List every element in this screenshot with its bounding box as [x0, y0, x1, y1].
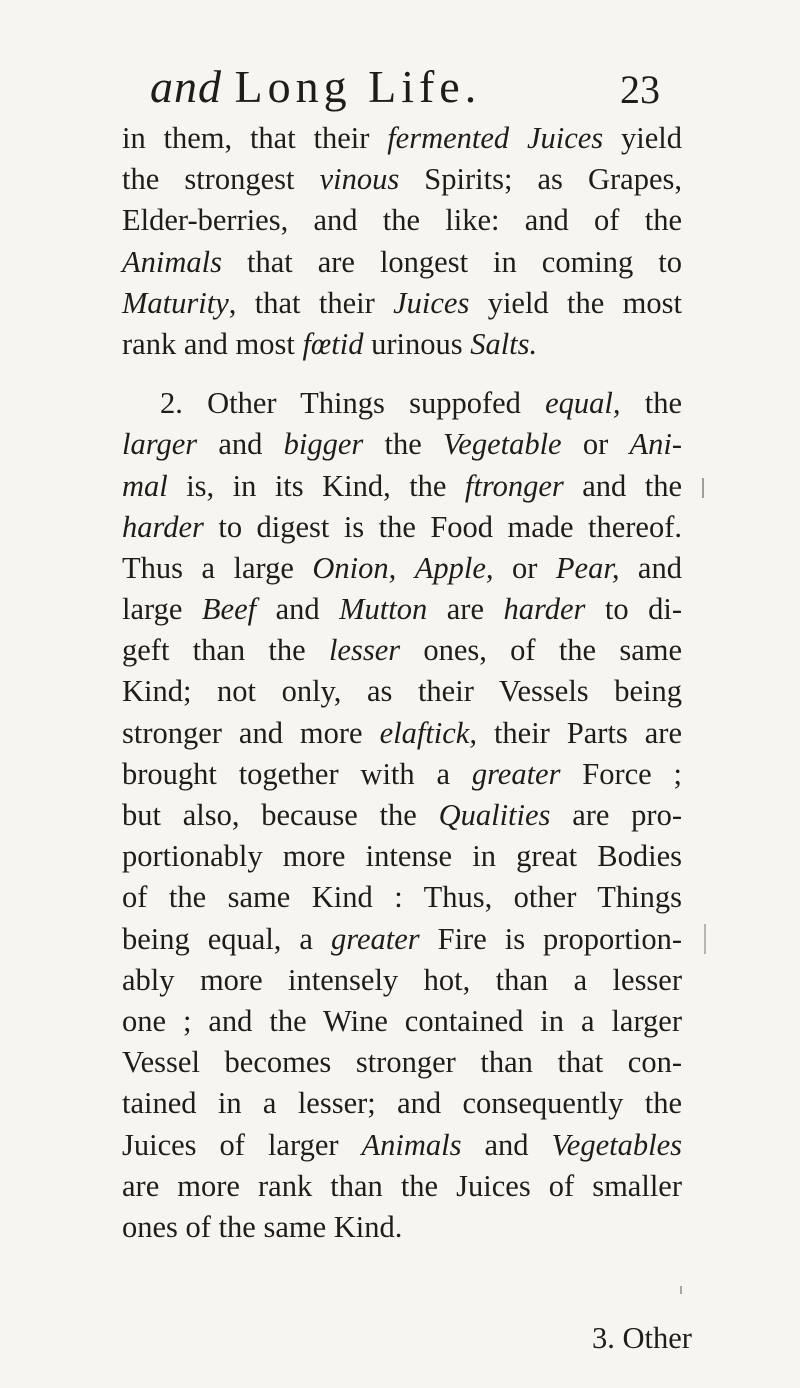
text-run: and the: [563, 468, 682, 503]
text-run: the: [620, 386, 682, 421]
text-run: yield: [603, 121, 682, 155]
italic-run: Animals: [361, 1127, 462, 1162]
italic-run: fœtid: [302, 326, 364, 361]
text-run: Spirits; as Grapes,: [399, 162, 682, 197]
text-line: [122, 159, 682, 200]
text-run: brought together with a: [122, 756, 472, 791]
italic-run: Apple,: [414, 550, 494, 585]
running-head-title: [150, 62, 481, 112]
text-run: but also, because the: [122, 798, 439, 832]
text-line: [122, 589, 682, 630]
text-line: [122, 1166, 682, 1207]
italic-run: Beef: [201, 592, 257, 627]
text-line: [122, 795, 682, 836]
italic-run: Ani-: [629, 427, 682, 462]
text-line: [122, 200, 682, 241]
italic-run: Vegetable: [443, 427, 562, 462]
text-run: , that their: [228, 285, 394, 320]
text-run: geft than the: [122, 633, 329, 668]
margin-mark: [680, 1286, 682, 1294]
text-line: [122, 1083, 682, 1124]
catchword: 3. Other: [592, 1321, 692, 1355]
italic-run: greater: [330, 921, 420, 956]
page-number: 23: [620, 67, 660, 112]
text-run: Elder-berries, and the like: and of the: [122, 203, 682, 238]
italic-run: Pear,: [555, 550, 620, 585]
italic-run: lesser: [328, 633, 401, 668]
text-line: [122, 1125, 682, 1166]
text-run: are pro-: [550, 798, 682, 832]
italic-run: fermented Juices: [387, 121, 604, 155]
text-run: yield the most: [469, 285, 682, 320]
text-run: [396, 551, 414, 585]
italic-run: harder: [122, 509, 204, 544]
text-line: [122, 836, 682, 877]
running-head-prefix: and: [150, 61, 222, 112]
text-run: or: [561, 427, 630, 462]
text-run: is, in its Kind, the: [167, 468, 465, 503]
text-line: [122, 713, 682, 754]
text-run: the strongest: [122, 162, 320, 197]
text-run: 2. Other Things suppofed: [160, 386, 546, 421]
italic-run: vinous: [319, 162, 400, 197]
text-line: [122, 118, 682, 159]
text-run: that are longest in coming to: [221, 244, 682, 279]
text-run: in them, that their: [122, 121, 388, 155]
text-run: tained in a lesser; and consequently the: [122, 1086, 682, 1121]
text-line: [122, 283, 682, 324]
text-run: and: [619, 550, 682, 585]
text-run: to digest is the Food made thereof.: [203, 509, 682, 544]
text-run: of the same Kind : Thus, other Things: [122, 880, 682, 915]
italic-run: mal: [122, 468, 168, 503]
text-run: and: [197, 427, 284, 462]
italic-run: Onion,: [312, 550, 397, 585]
italic-run: equal,: [545, 386, 621, 421]
text-run: stronger and more: [122, 715, 380, 750]
text-run: ably more intensely hot, than a lesser: [122, 962, 682, 997]
text-line: [122, 877, 682, 918]
text-run: large: [122, 592, 202, 627]
italic-run: Mutton: [339, 592, 428, 627]
text-run: Vessel becomes stronger than that con-: [122, 1045, 682, 1080]
text-line: [122, 919, 682, 960]
italic-run: Vegetables: [551, 1127, 682, 1162]
text-run: urinous: [363, 326, 471, 361]
italic-run: Animals: [122, 244, 222, 279]
text-line: [122, 1042, 682, 1083]
text-line: [122, 671, 682, 712]
italic-run: Juices: [393, 285, 470, 320]
running-head: [150, 62, 660, 112]
margin-mark: [702, 478, 704, 498]
text-line: [122, 466, 682, 507]
text-run: Kind; not only, as their Vessels being: [122, 674, 682, 709]
text-run: one ; and the Wine contained in a larger: [122, 1003, 682, 1038]
text-run: being equal, a: [122, 921, 331, 956]
italic-run: ftronger: [464, 468, 564, 503]
text-run: portionably more intense in great Bodies: [122, 839, 682, 874]
italic-run: Salts.: [470, 326, 538, 361]
text-line: [122, 630, 682, 671]
text-line: [122, 383, 682, 424]
text-line: [122, 1001, 682, 1042]
text-run: to di-: [585, 592, 682, 627]
text-run: and: [256, 592, 340, 627]
text-run: Force ;: [560, 756, 683, 791]
text-run: their Parts are: [476, 715, 683, 750]
italic-run: Maturity: [122, 285, 229, 320]
italic-run: bigger: [283, 427, 364, 462]
text-line: [122, 424, 682, 465]
text-line: [122, 324, 682, 365]
text-run: ones, of the same: [400, 633, 682, 668]
text-run: the: [363, 427, 444, 462]
italic-run: harder: [503, 592, 586, 627]
text-run: Fire is proportion-: [419, 921, 682, 956]
text-line: [122, 960, 682, 1001]
text-run: ones of the same Kind.: [122, 1209, 403, 1244]
text-run: Thus a large: [122, 550, 313, 585]
italic-run: Qualities: [438, 798, 551, 832]
margin-mark: [704, 924, 706, 954]
paragraph-gap: [122, 365, 682, 383]
italic-run: larger: [122, 427, 198, 462]
text-run: are more rank than the Juices of smaller: [122, 1168, 682, 1203]
text-run: and: [461, 1127, 552, 1162]
text-run: or: [493, 550, 556, 585]
text-run: Juices of larger: [122, 1127, 362, 1162]
text-run: rank and most: [122, 326, 303, 361]
body-text: [122, 118, 682, 1248]
italic-run: elaftick,: [379, 715, 477, 750]
text-line: [122, 548, 682, 589]
text-line: [122, 1207, 682, 1248]
text-run: are: [427, 592, 504, 627]
running-head-main: Long Life.: [234, 61, 482, 112]
text-line: [122, 754, 682, 795]
text-line: [122, 242, 682, 283]
text-line: [122, 507, 682, 548]
italic-run: greater: [471, 756, 561, 791]
